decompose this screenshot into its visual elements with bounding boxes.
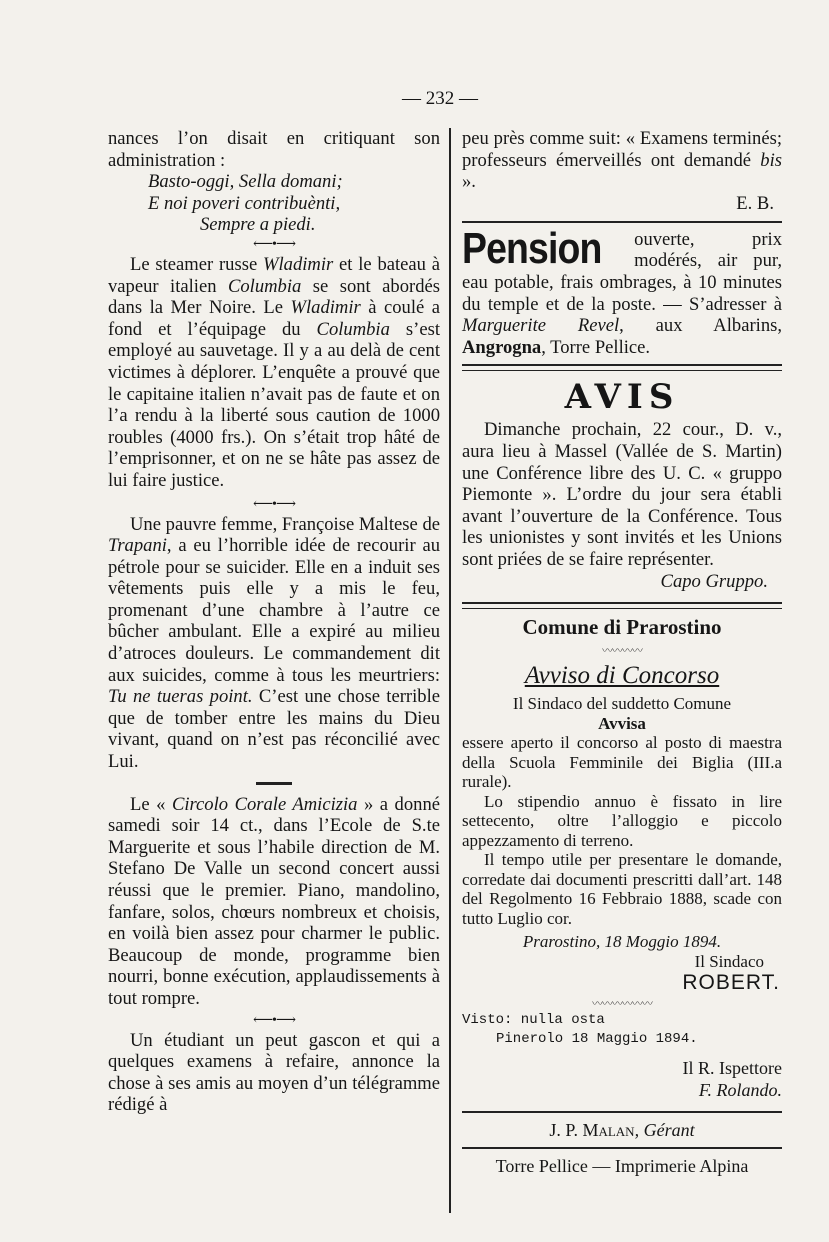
avis-text: Dimanche prochain, 22 cour., D. v., aura lieu à Massel (Vallée de S. Martin) une Conférence libre des U. C. « gruppo Piemonte ». L’ordre du jour sera établi avant l’ouverture de la Conférence. Tous les unionistes y sont invités et les Unions sont priées de se faire représenter. <box>462 419 782 570</box>
paragraph-continuation: nances l’on disait en critiquant son administration : <box>108 128 440 171</box>
article-suicide: Une pauvre femme, Françoise Maltese de Trapani, a eu l’horrible idée de recourir au pétrole pour se suicider. Elle en a induit ses vêtements puis elle y a mis le feu, promenant d’une chambre à l’autre ce bûcher ambulant. Elle a expiré au milieu d’atroces douleurs. Le commandement dit aux suicides, comme à tous les meurtriers: Tu ne tueras point. C’est une chose terrible que de tomber entre les mains du Dieu vivant, quand on n’est pas réconcilié avec Lui. <box>108 513 440 773</box>
verse-line-1: Basto-oggi, Sella domani; <box>148 171 343 193</box>
concorso-text: essere aperto il concorso al posto di maestra della Scuola Femminile dei Biglia (III.a rurale). <box>462 733 782 792</box>
ornament-rule <box>256 782 292 785</box>
gerant-line: J. P. Malan, Gérant <box>549 1120 695 1141</box>
ornament-divider: ⟵•⟶ <box>252 496 296 512</box>
imprimerie-line: Torre Pellice — Imprimerie Alpina <box>495 1156 749 1177</box>
rule <box>462 221 782 223</box>
sindaco-title: Il Sindaco <box>694 951 764 971</box>
visto-line: Visto: nulla osta <box>462 1012 605 1029</box>
ornament-divider: ⟵•⟶ <box>252 1012 296 1028</box>
tempo-text: Il tempo utile per presentare le domande, corredate dai documenti prescritti dall’art. 148 del Regolmento 16 Febbraio 1888, scade con tutto Luglio cor. <box>462 850 782 928</box>
avvisa-word: Avvisa <box>598 713 646 733</box>
paragraph-continuation: peu près comme suit: « Examens terminés; professeurs émerveillés ont demandé bis ». <box>462 128 782 193</box>
article-student: Un étudiant un peut gascon et qui a quelques examens à refaire, annonce la chose à ses amis au moyen d’un télégramme rédigé à <box>108 1029 440 1116</box>
ornament-wave: 〰〰〰〰〰〰 <box>592 998 652 1011</box>
sindaco-line: Il Sindaco del suddetto Comune <box>512 694 732 714</box>
column-divider <box>449 128 451 1213</box>
page-number: — 232 — <box>402 88 478 109</box>
ornament-divider: ⟵•⟶ <box>252 236 296 252</box>
rule <box>462 1147 782 1149</box>
verse-line-2: E noi poveri contribuènti, <box>148 192 341 214</box>
right-column <box>462 128 782 1177</box>
avviso-heading: Avviso di Concorso <box>524 662 720 690</box>
signature-eb: E. B. <box>736 192 774 214</box>
ispettore-title: Il R. Ispettore <box>682 1058 782 1079</box>
avis-heading: AVIS <box>564 377 680 418</box>
rule <box>462 364 782 371</box>
pension-text: ouverte, prix modérés, air pur, eau potable, frais ombrages, à 10 minutes du temple et de la poste. — S’adresser à Marguerite Revel, aux Albarins, Angrogna, Torre Pellice. <box>462 228 782 358</box>
pension-heading: Pension <box>462 223 602 273</box>
left-column <box>108 128 440 1116</box>
stipendio-text: Lo stipendio annuo è fissato in lire settecento, oltre l’alloggio e piccolo appezzamento di terreno. <box>462 791 782 850</box>
sindaco-name: ROBERT. <box>682 971 780 995</box>
pinerolo-line: Pinerolo 18 Maggio 1894. <box>496 1031 698 1048</box>
article-concert: Le « Circolo Corale Amicizia » a donné samedi soir 14 ct., dans l’Ecole de S.te Marguerite et sous l’habile direction de M. Stefano De Valle un second concert aussi réussi que le premier. Piano, mandolino, fanfare, solos, chœurs nombreux et choisis, en voilà bien assez pour charmer le public. Beaucoup de monde, programme bien nourri, bonne exécution, applaudissements à tout rompre. <box>108 793 440 1009</box>
comune-heading: Comune di Prarostino <box>522 615 722 640</box>
rule <box>462 1111 782 1113</box>
date-place: Prarostino, 18 Moggio 1894. <box>522 932 722 952</box>
avis-signature: Capo Gruppo. <box>660 570 768 592</box>
pension-ad <box>462 223 782 359</box>
ispettore-name: F. Rolando. <box>698 1080 782 1101</box>
rule <box>462 602 782 609</box>
ornament-wave: 〰〰〰〰 <box>602 645 642 658</box>
verse-line-3: Sempre a piedi. <box>200 214 316 236</box>
article-steamer: Le steamer russe Wladimir et le bateau à vapeur italien Columbia se sont abordés dans la Mer Noire. Le Wladimir à coulé a fond et l’équipage du Columbia s’est employé au sauvetage. Il y a au delà de cent victimes à déplorer. L’enquête a prouvé que le capitaine italien n’avait pas de faute et on l’a rendu à la liberté sous caution de 1000 roubles (4000 frs.). On s’était trop hâté de l’emprisonner, et on ne se hâte pas assez de lui faire justice. <box>108 253 440 491</box>
